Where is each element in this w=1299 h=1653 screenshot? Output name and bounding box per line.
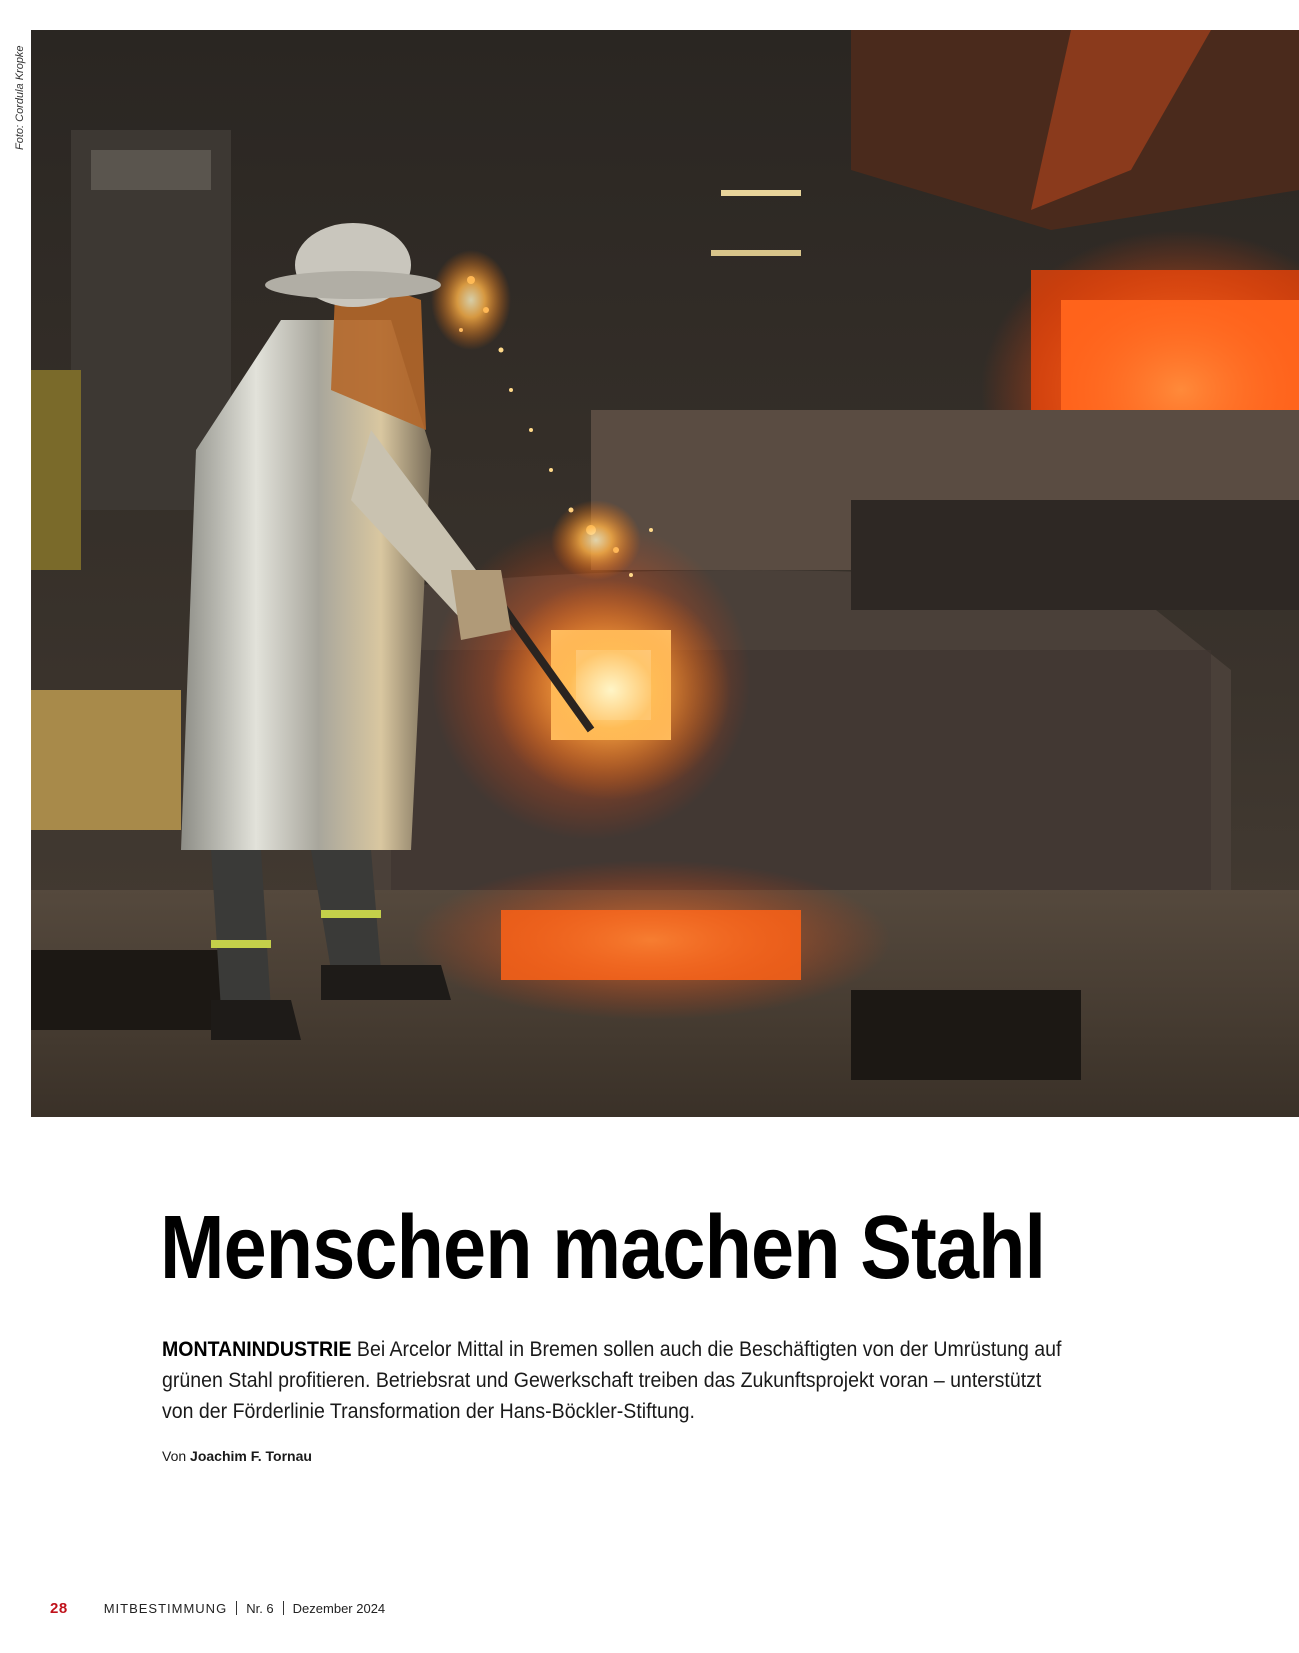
footer-divider xyxy=(283,1601,284,1615)
page-number: 28 xyxy=(50,1599,68,1617)
magazine-name: MITBESTIMMUNG xyxy=(103,1600,228,1616)
byline-prefix: Von xyxy=(162,1448,191,1464)
article-lead xyxy=(162,1334,1073,1427)
page-footer xyxy=(50,1598,385,1618)
article-kicker: MONTANINDUSTRIE xyxy=(162,1338,352,1361)
steelworker-illustration xyxy=(31,30,1299,1117)
article-byline xyxy=(162,1448,312,1464)
issue-number: Nr. 6 xyxy=(246,1600,274,1616)
issue-date: Dezember 2024 xyxy=(292,1600,386,1616)
photo-credit: Foto: Cordula Kropke xyxy=(14,45,26,150)
lead-text: Bei Arcelor Mittal in Bremen sollen auch die Beschäftigten von der Umrüstung auf grünen Stahl profitieren. Betriebsrat und Gewerkschaft treiben das Zukunftsprojekt voran – unterstützt von der Förderlinie Transformation der Hans-Böckler-Stiftung. xyxy=(162,1338,1062,1423)
byline-author: Joachim F. Tornau xyxy=(190,1448,312,1464)
article-headline: Menschen machen Stahl xyxy=(160,1198,1046,1298)
hero-photo xyxy=(31,30,1299,1117)
footer-divider xyxy=(236,1601,237,1615)
